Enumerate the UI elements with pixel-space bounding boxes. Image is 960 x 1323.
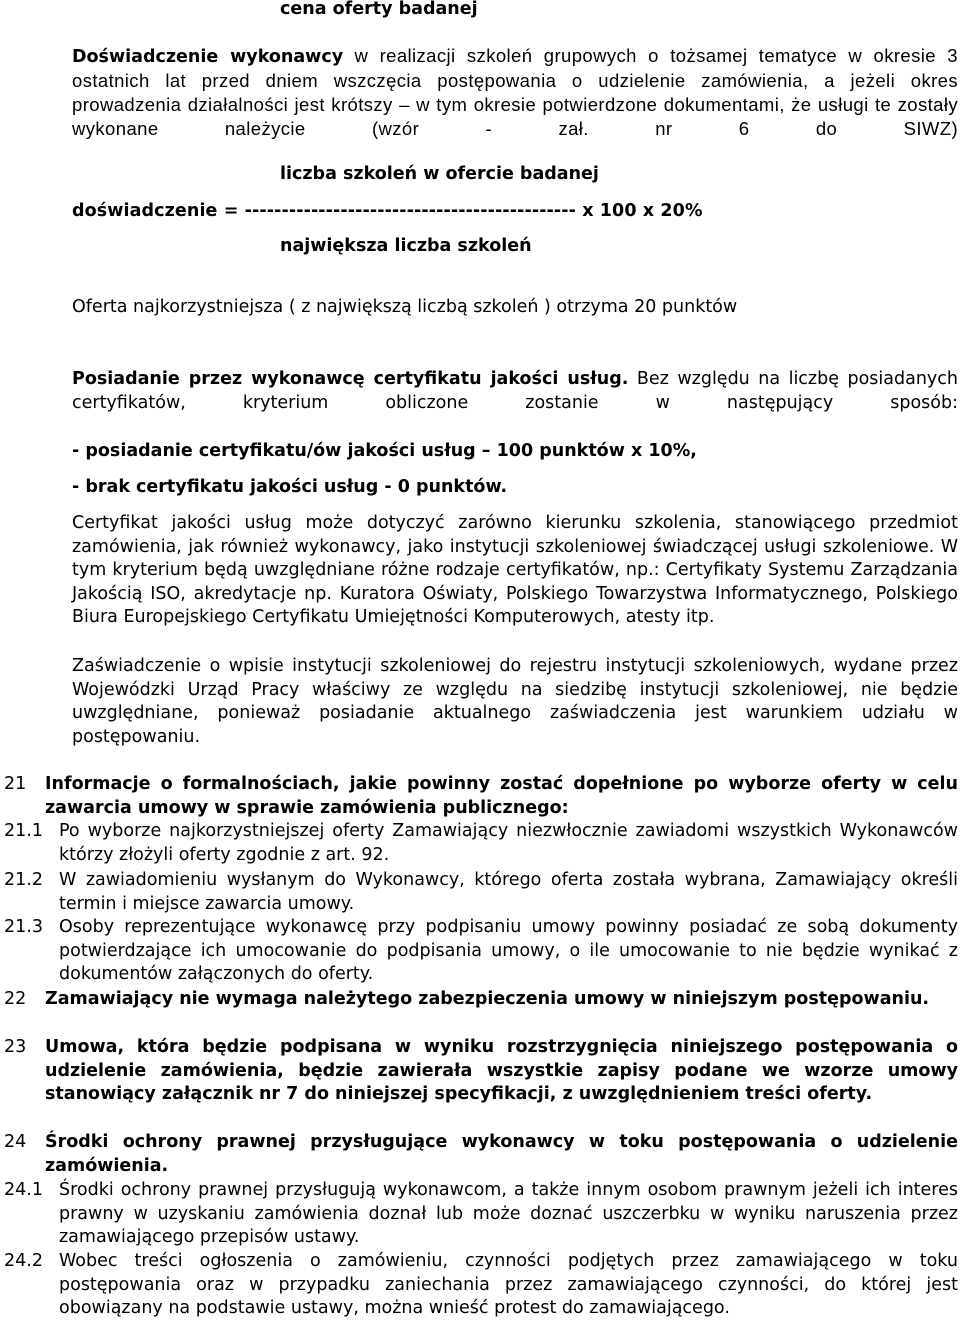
formula-denominator: największa liczba szkoleń — [280, 236, 532, 256]
certificate-option-no: - brak certyfikatu jakości usług - 0 punktów. — [72, 477, 508, 497]
best-offer-note: Oferta najkorzystniejsza ( z największą liczbą szkoleń ) otrzyma 20 punktów — [72, 297, 738, 317]
section-21-1 — [4, 820, 958, 867]
section-21-3 — [4, 916, 958, 987]
section-text: Środki ochrony prawnej przysługujące wykonawcy w toku postępowania o udzielenie zamówienia. — [45, 1132, 958, 1176]
section-text: W zawiadomieniu wysłanym do Wykonawcy, którego oferta została wybrana, Zamawiający określi termin i miejsce zawarcia umowy. — [59, 870, 958, 914]
section-number: 21.2 — [4, 870, 43, 890]
section-text: Wobec treści ogłoszenia o zamówieniu, czynności podjętych przez zamawiającego w toku postępowania oraz w przypadku zaniechania przez zamawiającego czynności, do której jest obowiązany na podstawie ustawy, można wnieść protest do zamawiającego. — [59, 1251, 958, 1318]
certificate-option-yes: - posiadanie certyfikatu/ów jakości usług – 100 punktów x 10%, — [72, 441, 697, 461]
certificate-paragraph — [72, 368, 958, 415]
section-24 — [4, 1131, 958, 1178]
section-number: 21 — [4, 774, 27, 794]
section-23 — [4, 1036, 958, 1107]
certificate-lead: Posiadanie przez wykonawcę certyfikatu jakości usług. — [72, 369, 629, 389]
section-number: 22 — [4, 989, 27, 1009]
certificate-description: Certyfikat jakości usług może dotyczyć zarówno kierunku szkolenia, stanowiącego przedmiot zamówienia, jak również wykonawcy, jako instytucji szkoleniowej świadczącej usługi szkoleniowe. W tym kryterium będą uwzględniane różne rodzaje certyfikatów, np.: Certyfikaty Systemu Zarządzania Jakością ISO, akredytacje np. Kuratora Oświaty, Polskiego Towarzystwa Informatycznego, Polskiego Biura Europejskiego Certyfikatu Umiejętności Komputerowych, atesty itp. — [72, 513, 958, 627]
experience-text: w realizacji szkoleń grupowych o tożsamej tematyce w okresie 3 ostatnich lat przed dniem wszczęcia postępowania o udzielenie zamówienia, a jeżeli okres prowadzenia działalności jest krótszy – w tym okresie potwierdzone dokumentami, że usługi te zostały wykonane należycie (wzór - zał. nr 6 do SIWZ) — [72, 45, 958, 139]
section-number: 21.3 — [4, 917, 43, 937]
section-text: Zamawiający nie wymaga należytego zabezpieczenia umowy w niniejszym postępowaniu. — [45, 989, 930, 1009]
formula-line: doświadczenie = --------------------------------------------- x 100 x 20% — [72, 201, 703, 221]
section-heading: cena oferty badanej — [280, 0, 478, 19]
section-number: 21.1 — [4, 821, 43, 841]
formula-numerator: liczba szkoleń w ofercie badanej — [280, 164, 599, 184]
section-text: Środki ochrony prawnej przysługują wykonawcom, a także innym osobom prawnym jeżeli ich interes prawny w uzyskaniu zamówienia doznał lub może doznać uszczerbku w wyniku naruszenia przez zamawiającego przepisów ustawy. — [59, 1180, 958, 1247]
experience-lead: Doświadczenie wykonawcy — [72, 47, 344, 67]
section-text: Umowa, która będzie podpisana w wyniku rozstrzygnięcia niniejszego postępowania o udzielenie zamówienia, będzie zawierała wszystkie zapisy podane we wzorze umowy stanowiący załącznik nr 7 do niniejszej specyfikacji, z uwzględnieniem treści oferty. — [45, 1037, 958, 1104]
registry-certificate-note: Zaświadczenie o wpisie instytucji szkoleniowej do rejestru instytucji szkoleniowych, wydane przez Wojewódzki Urząd Pracy właściwy ze względu na siedzibę instytucji szkoleniowej, nie będzie uwzględniane, ponieważ posiadanie aktualnego zaświadczenia jest warunkiem udziału w postępowaniu. — [72, 656, 958, 747]
section-24-1 — [4, 1179, 958, 1250]
section-number: 24 — [4, 1132, 27, 1152]
section-21 — [4, 773, 958, 820]
section-text: Po wyborze najkorzystniejszej oferty Zamawiający niezwłocznie zawiadomi wszystkich Wykonawców którzy złożyli oferty zgodnie z art. 92. — [59, 821, 958, 865]
section-number: 23 — [4, 1037, 27, 1057]
section-22 — [4, 988, 958, 1012]
section-text: Osoby reprezentujące wykonawcę przy podpisaniu umowy powinny posiadać ze sobą dokumenty potwierdzające ich umocowanie do podpisania umowy, o ile umocowanie to nie będzie wynikać z dokumentów załączonych do oferty. — [59, 917, 958, 984]
certificate-text: Bez względu na liczbę posiadanych certyfikatów, kryterium obliczone zostanie w następujący sposób: — [72, 369, 958, 413]
section-number: 24.1 — [4, 1180, 43, 1200]
section-number: 24.2 — [4, 1251, 43, 1271]
experience-paragraph — [72, 44, 958, 141]
section-24-2 — [4, 1250, 958, 1321]
section-text: Informacje o formalnościach, jakie powinny zostać dopełnione po wyborze oferty w celu zawarcia umowy w sprawie zamówienia publicznego: — [45, 774, 958, 818]
section-21-2 — [4, 869, 958, 916]
